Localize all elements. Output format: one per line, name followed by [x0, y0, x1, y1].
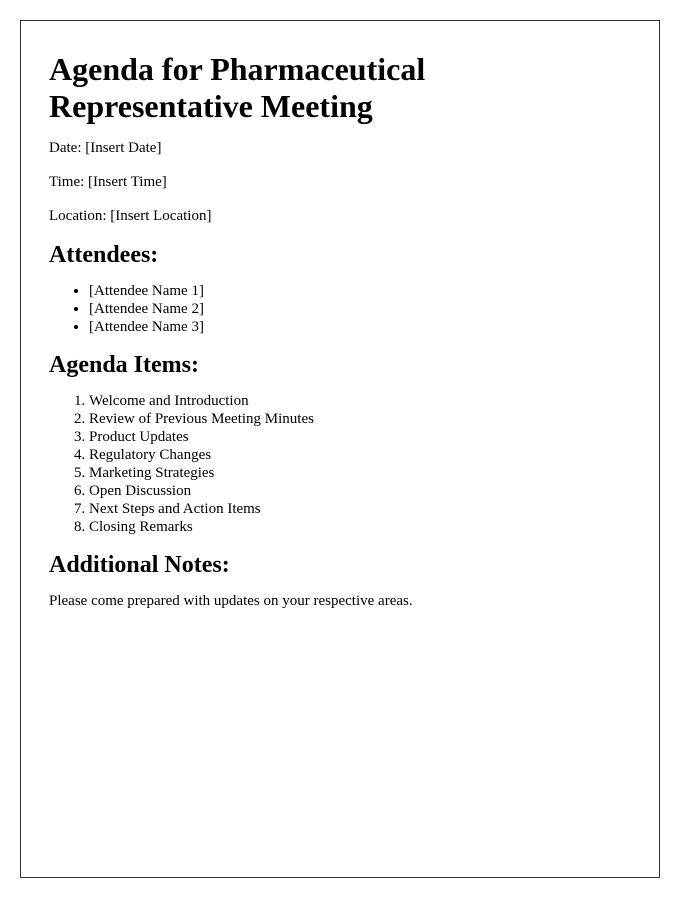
attendee-item: • [Attendee Name 2] — [89, 300, 631, 318]
attendees-list — [49, 282, 631, 336]
agenda-item: 5. Marketing Strategies — [89, 464, 631, 482]
attendee-item: • [Attendee Name 3] — [89, 318, 631, 336]
meeting-date: Date: [Insert Date] — [49, 140, 162, 156]
agenda-items-heading: Agenda Items: — [49, 352, 199, 378]
agenda-item: 7. Next Steps and Action Items — [89, 500, 631, 518]
attendees-heading: Attendees: — [49, 242, 159, 268]
agenda-item: 3. Product Updates — [89, 428, 631, 446]
meeting-location: Location: [Insert Location] — [49, 208, 212, 224]
attendee-item: • [Attendee Name 1] — [89, 282, 631, 300]
agenda-item: 1. Welcome and Introduction — [89, 392, 631, 410]
agenda-item: 8. Closing Remarks — [89, 518, 631, 536]
agenda-item: 2. Review of Previous Meeting Minutes — [89, 410, 631, 428]
additional-notes-heading: Additional Notes: — [49, 552, 230, 578]
agenda-item: 6. Open Discussion — [89, 482, 631, 500]
additional-notes-text: Please come prepared with updates on your respective areas. — [49, 593, 413, 609]
agenda-items-list — [49, 392, 631, 536]
meeting-time: Time: [Insert Time] — [49, 174, 167, 190]
agenda-item: 4. Regulatory Changes — [89, 446, 631, 464]
agenda-document — [20, 20, 660, 878]
document-title: Agenda for Pharmaceutical Representative Meeting — [49, 51, 426, 124]
